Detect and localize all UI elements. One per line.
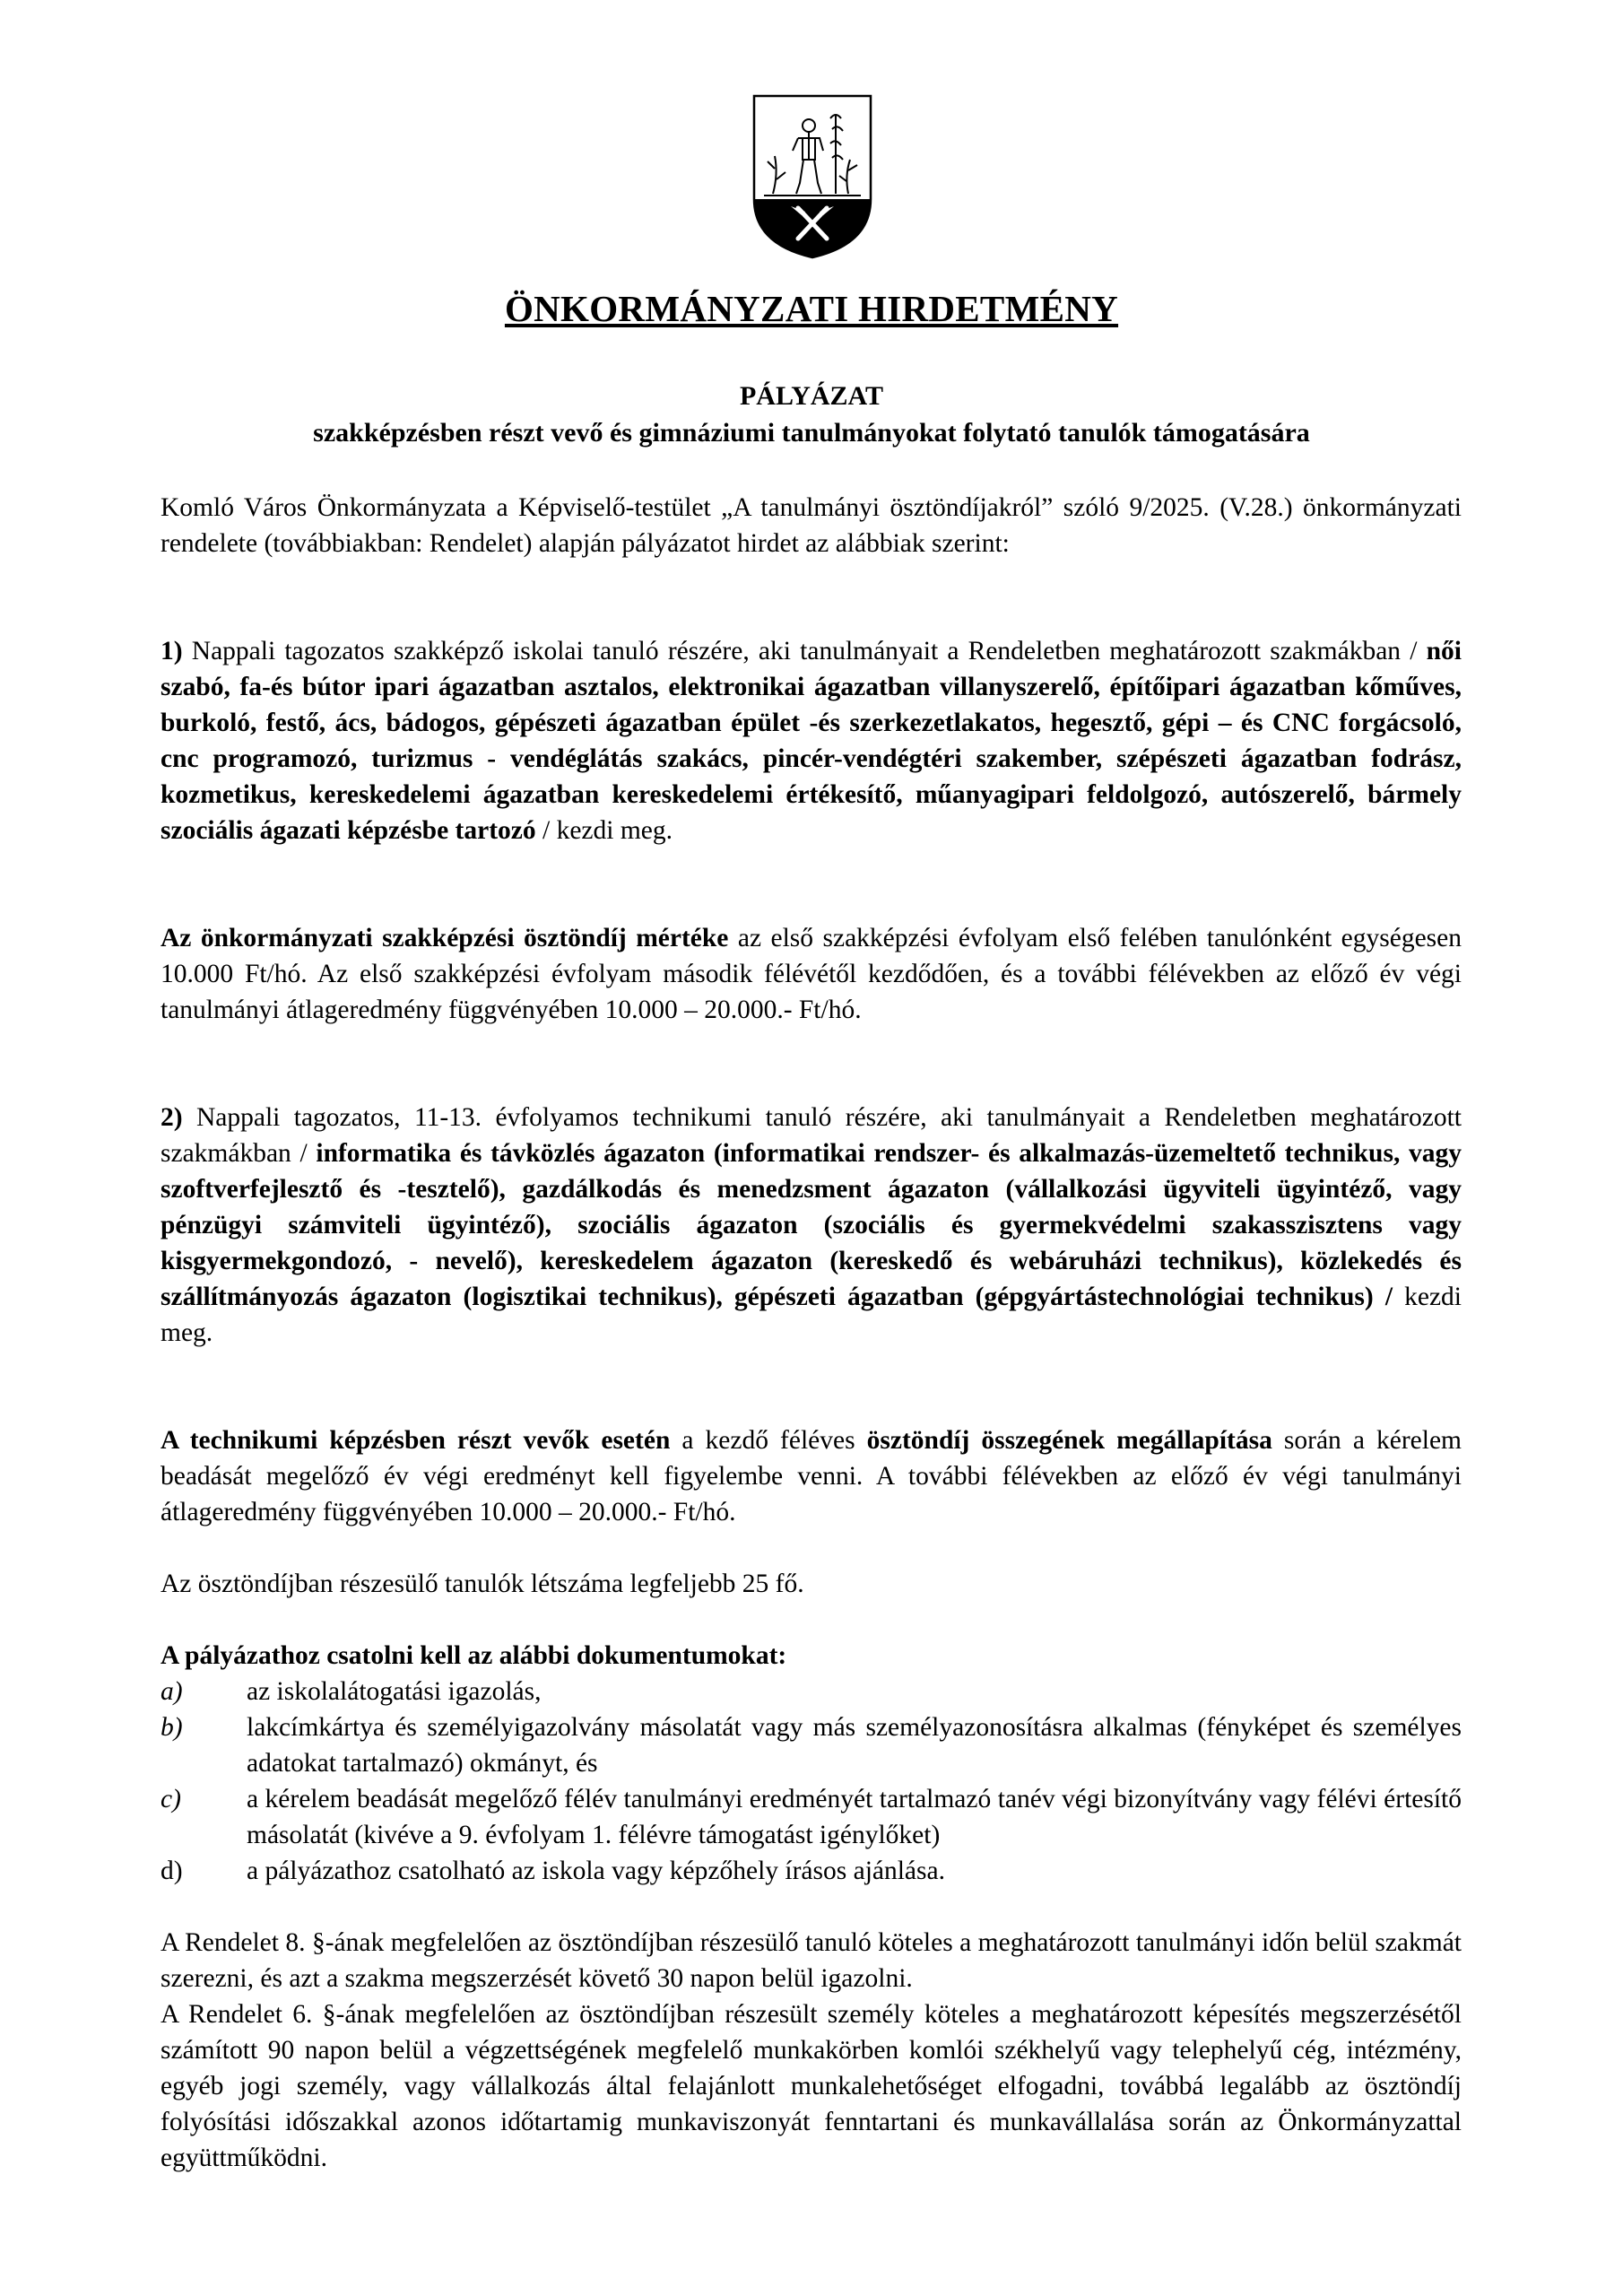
page-title: ÖNKORMÁNYZATI HIRDETMÉNY — [504, 288, 1119, 329]
closing-paragraph-1: A Rendelet 8. §-ának megfelelően az ösztöndíjban részesülő tanuló köteles a meghatározott tanulmányi időn belül szakmát szerezni, és azt a szakma megszerzését követő 30 napon belül igazolni. — [161, 1928, 1462, 1993]
list-item-text: lakcímkártya és személyigazolvány másolatát vagy más személyazonosításra alkalmas (fényképet és személyes adatokat tartalmazó) okmányt, és — [247, 1713, 1462, 1778]
closing-paragraph-2: A Rendelet 6. §-ának megfelelően az ösztöndíjban részesült személy köteles a meghatározott képesítés megszerzésétől számított 90 napon belül a végzettségének megfelelő munkakörben komlói székhelyű vagy telephelyű cég, intézmény, egyéb jogi személy, vagy vállalkozás által felajánlott munkalehetőséget elfogadni, továbbá legalább az ösztöndíj folyósítási időszakkal azonos időtartamig munkaviszonyát fenntartani és munkavállalása során az Önkormányzattal együttműködni. — [161, 2000, 1462, 2172]
section-2-number: 2) — [161, 1103, 183, 1132]
section-2-paragraph — [161, 1100, 1462, 1351]
scholarship-1-heading: Az önkormányzati szakképzési ösztöndíj mértéke — [161, 924, 729, 952]
section-1-number: 1) — [161, 637, 183, 665]
documents-list — [161, 1674, 1462, 1889]
section-1-tail: / kezdi meg. — [535, 816, 673, 845]
list-item — [161, 1781, 1462, 1853]
scholarship-2-amount-heading: ösztöndíj összegének megállapítása — [866, 1426, 1272, 1455]
list-item — [161, 1674, 1462, 1709]
section-2-tail: kezdi meg. — [161, 1283, 1462, 1347]
coat-of-arms-icon — [751, 93, 873, 260]
intro-paragraph: Komló Város Önkormányzata a Képviselő-testület „A tanulmányi ösztöndíjakról” szóló 9/2025. (V.28.) önkormányzati rendelete (továbbiakban: Rendelet) alapján pályázatot hirdet az alábbiak szerint: — [161, 493, 1462, 558]
limit-paragraph: Az ösztöndíjban részesülő tanulók létszáma legfeljebb 25 fő. — [161, 1570, 804, 1598]
section-1-trades: női szabó, fa-és bútor ipari ágazatban asztalos, elektronikai ágazatban villanyszerelő, építőipari ágazatban kőműves, burkoló, festő, ács, bádogos, gépészeti ágazatban épület -és szerkezetlakatos, hegesztő, gépi – és CNC forgácsoló, cnc programozó, turizmus - vendéglátás szakács, pincér-vendégtéri szakember, szépészeti ágazatban fodrász, kozmetikus, kereskedelemi ágazatban kereskedelemi értékesítő, műanyagipari feldolgozó, autószerelő, bármely szociális ágazati képzésbe tartozó — [161, 637, 1462, 845]
section-1-paragraph — [161, 633, 1462, 848]
list-item-marker: c) — [161, 1785, 181, 1813]
scholarship-1-paragraph — [161, 920, 1462, 1028]
tender-subtitle: szakképzésben részt vevő és gimnáziumi tanulmányokat folytató tanulók támogatására — [313, 418, 1310, 448]
list-item-text: a kérelem beadását megelőző félév tanulmányi eredményét tartalmazó tanév végi bizonyítvány vagy félévi értesítő másolatát (kivéve a 9. évfolyam 1. félévre támogatást igénylőket) — [247, 1785, 1462, 1849]
list-item-text: a pályázathoz csatolható az iskola vagy képzőhely írásos ajánlása. — [247, 1857, 945, 1885]
list-item-marker: a) — [161, 1677, 183, 1706]
scholarship-2-paragraph — [161, 1422, 1462, 1530]
scholarship-2-heading: A technikumi képzésben részt vevők esetén — [161, 1426, 671, 1455]
scholarship-2-mid: a kezdő féléves — [670, 1426, 867, 1455]
scholarship-1-text: az első szakképzési évfolyam első felében tanulónként egységesen 10.000 Ft/hó. Az első szakképzési évfolyam második félévétől kezdődően, és a további félévekben az előző év végi tanulmányi átlageredmény függvényében 10.000 – 20.000.- Ft/hó. — [161, 924, 1462, 1024]
documents-heading: A pályázathoz csatolni kell az alábbi dokumentumokat: — [161, 1641, 787, 1670]
list-item-marker: d) — [161, 1857, 183, 1885]
section-2-lead: Nappali tagozatos, 11-13. évfolyamos technikumi tanuló részére, aki tanulmányait a Rendeletben meghatározott szakmákban / — [161, 1103, 1462, 1168]
section-2-trades: informatika és távközlés ágazaton (informatikai rendszer- és alkalmazás-üzemeltető technikus, vagy szoftverfejlesztő és -tesztelő), gazdálkodás és menedzsment ágazaton (vállalkozási ügyviteli ügyintéző, vagy pénzügyi számviteli ügyintéző), szociális ágazaton (szociális és gyermekvédelmi szakasszisztens vagy kisgyermekgondozó, - nevelő), kereskedelem ágazaton (kereskedő és webáruházi technikus), közlekedés és szállítmányozás ágazaton (logisztikai technikus), gépészeti ágazatban (gépgyártástechnológiai technikus) / — [161, 1139, 1462, 1311]
scholarship-2-text: során a kérelem beadását megelőző év végi eredményt kell figyelembe venni. A további félévekben az előző év végi tanulmányi átlageredmény függvényében 10.000 – 20.000.- Ft/hó. — [161, 1426, 1462, 1526]
list-item — [161, 1709, 1462, 1781]
list-item-marker: b) — [161, 1713, 183, 1742]
list-item-text: az iskolalátogatási igazolás, — [247, 1677, 542, 1706]
section-1-lead: Nappali tagozatos szakképző iskolai tanuló részére, aki tanulmányait a Rendeletben meghatározott szakmákban / — [182, 637, 1427, 665]
tender-title: PÁLYÁZAT — [739, 381, 884, 411]
list-item — [161, 1853, 1462, 1889]
